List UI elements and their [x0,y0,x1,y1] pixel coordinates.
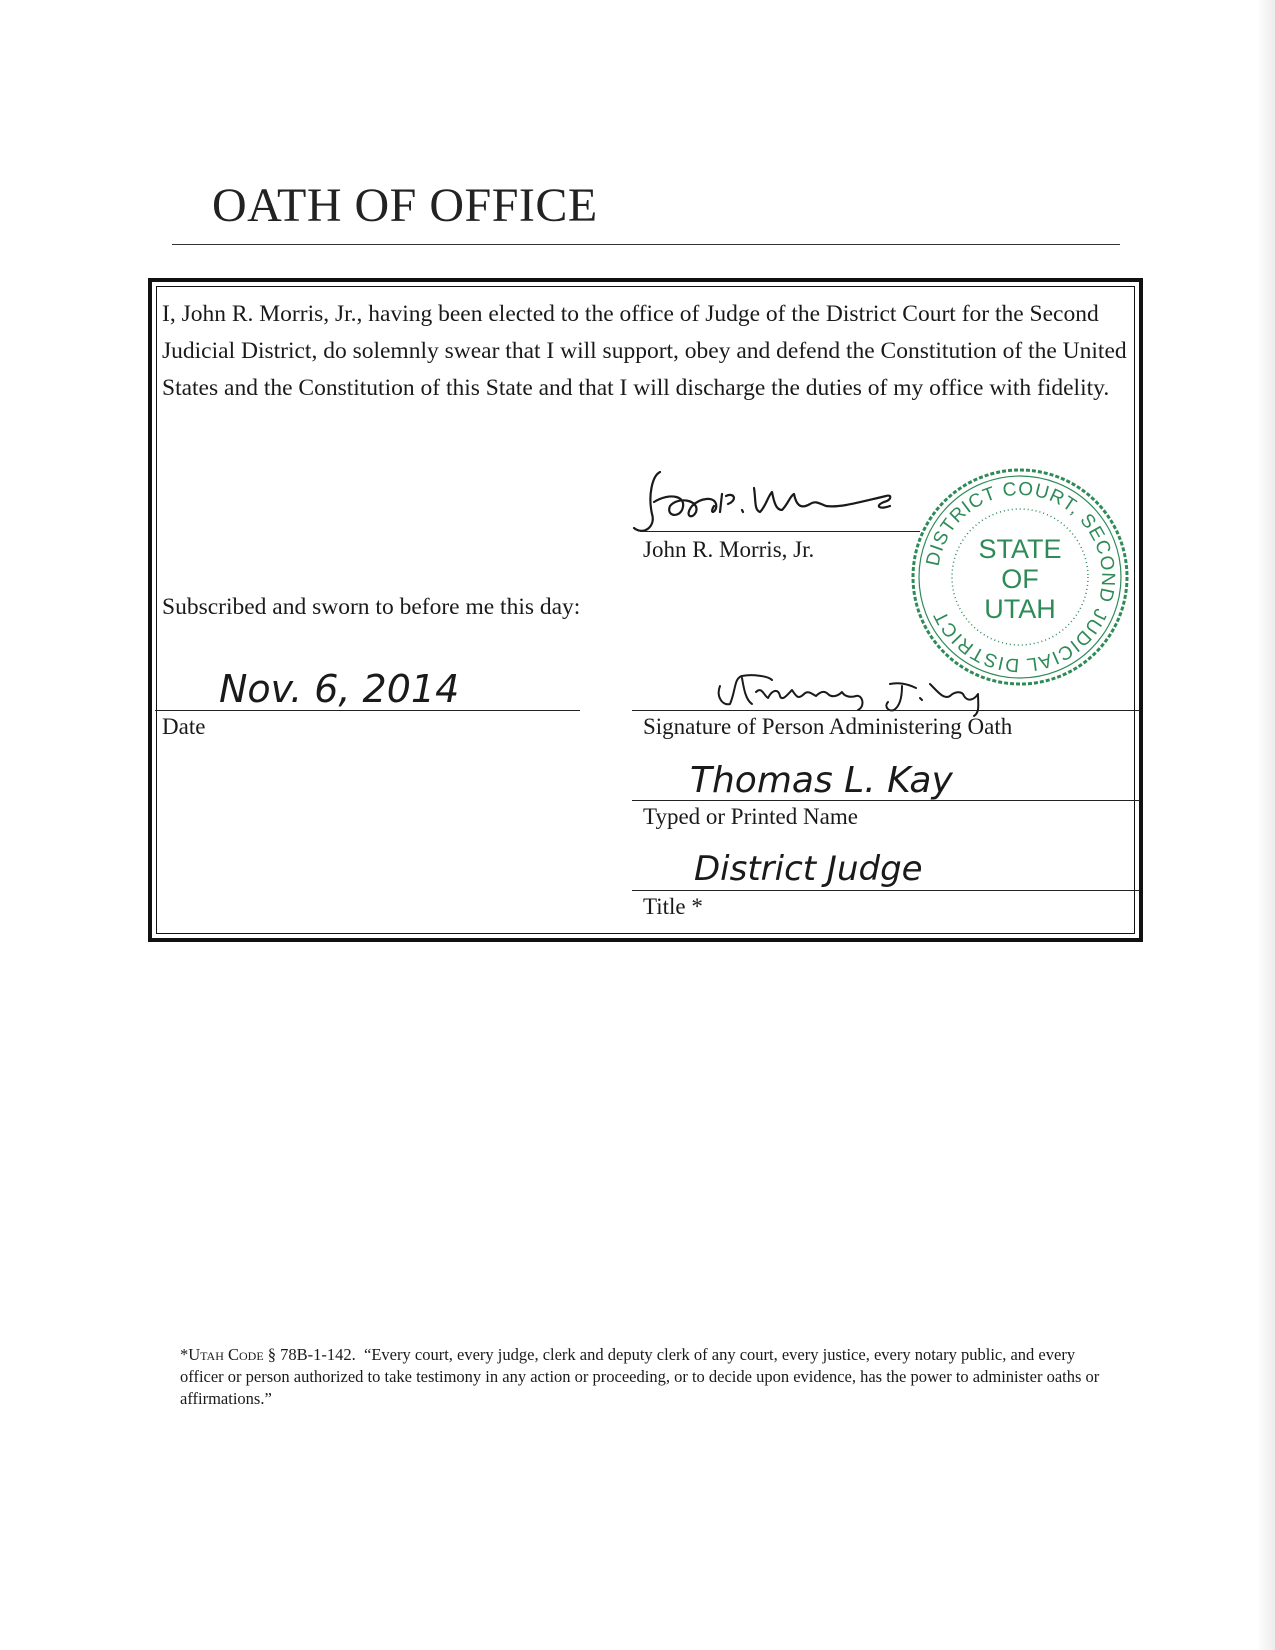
footnote-code-reference: *Utah Code § 78B-1-142. [180,1345,356,1364]
title-line [632,890,1140,891]
handwritten-title [690,842,1010,892]
printed-name-line [632,800,1140,801]
svg-text:Nov. 6, 2014: Nov. 6, 2014 [219,667,460,711]
footnote-quote: “Every court, every judge, clerk and deputy clerk of any court, every justice, every notary public, and every officer or person authorized to take testimony in any action or proceeding, or to decide upon evidence, has the power to administer oaths or affirmations.” [180,1345,1100,1408]
handwritten-printed-name [686,752,1006,804]
footnote [180,1344,1100,1410]
affiant-signature-line [640,531,920,532]
svg-text:District Judge: District Judge [694,849,923,889]
court-seal [905,462,1135,692]
sworn-statement: Subscribed and sworn to before me this day: [162,594,581,620]
handwritten-date [215,664,465,714]
title-underline [172,244,1120,245]
date-label: Date [162,714,206,739]
affiant-signature [630,466,930,546]
seal-center-state: STATE [978,534,1062,564]
seal-center-utah: UTAH [984,594,1056,624]
oath-text: I, John R. Morris, Jr., having been elected to the office of Judge of the District Court for the Second Judicial District, do solemnly swear that I will support, obey and defend the Constitution of the United States and the Constitution of this State and that I will discharge the duties of my office with fidelity. [162,301,1127,401]
administrator-signature-label: Signature of Person Administering Oath [643,714,1013,739]
printed-name-label: Typed or Printed Name [643,804,858,829]
seal-ring-text: DISTRICT COURT, SECOND JUDICIAL DISTRICT [922,478,1119,676]
svg-text:Thomas L. Kay: Thomas L. Kay [690,760,953,801]
document-title: OATH OF OFFICE [212,179,598,232]
page-edge-shadow [1257,0,1275,1650]
title-label: Title * [643,894,703,919]
date-line [155,710,580,711]
affiant-name: John R. Morris, Jr. [643,537,815,562]
seal-center-of: OF [1001,564,1039,594]
administrator-signature-line [632,710,1140,711]
